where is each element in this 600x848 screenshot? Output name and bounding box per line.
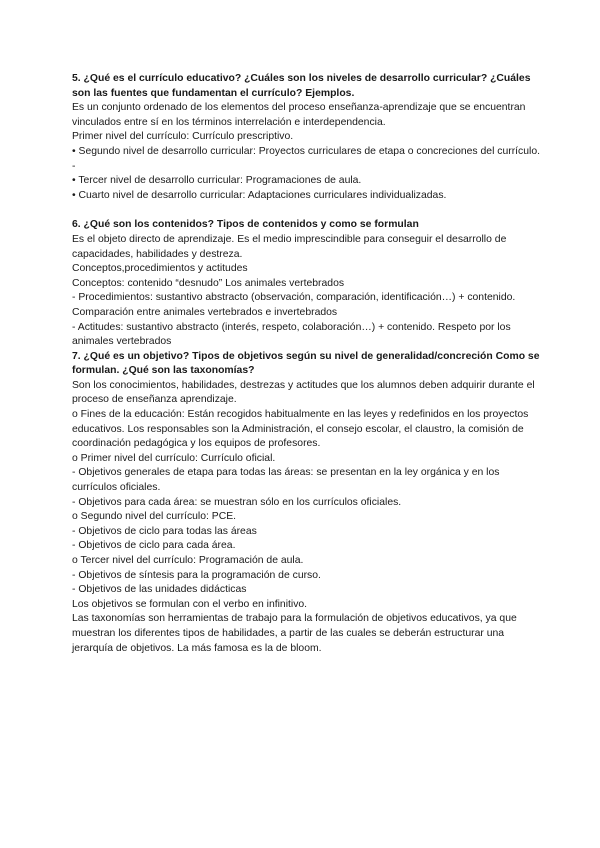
- list-item: o Primer nivel del currículo: Currículo oficial.: [72, 452, 276, 464]
- list-item: - Objetivos para cada área: se muestran sólo en los currículos oficiales.: [72, 496, 402, 508]
- paragraph: Es un conjunto ordenado de los elementos del proceso enseñanza-aprendizaje que se encuentran vinculados entre sí en los términos interrelación e interdependencia.: [72, 102, 526, 128]
- list-item: o Tercer nivel del currículo: Programación de aula.: [72, 555, 304, 566]
- list-item: - Actitudes: sustantivo abstracto (interés, respeto, colaboración…) + contenido. Respeto por los animales vertebrados: [72, 321, 511, 348]
- list-item: • Cuarto nivel de desarrollo curricular: Adaptaciones curriculares individualizadas.: [72, 189, 447, 201]
- document-body: [72, 72, 542, 656]
- paragraph: Primer nivel del currículo: Currículo prescriptivo.: [72, 131, 294, 143]
- list-item: - Objetivos de las unidades didácticas: [72, 584, 247, 596]
- paragraph: Conceptos: contenido “desnudo” Los animales vertebrados: [72, 277, 345, 289]
- paragraph: Son los conocimientos, habilidades, destrezas y actitudes que los alumnos deben adquirir durante el proceso de enseñanza aprendizaje.: [72, 379, 535, 406]
- section-heading: 7. ¿Qué es un objetivo? Tipos de objetivos según su nivel de generalidad/concreción Como se formulan. ¿Qué son las taxonomías?: [72, 350, 540, 377]
- section-heading: 6. ¿Qué son los contenidos? Tipos de contenidos y como se formulan: [72, 219, 419, 231]
- list-item: - Objetivos generales de etapa para todas las áreas: se presentan en la ley orgánica y en los currículos oficiales.: [72, 467, 500, 494]
- list-item: o Fines de la educación: Están recogidos habitualmente en las leyes y redefinidos en los proyectos educativos. Los responsables son la Administración, el consejo escolar, el claustro, la comisión de coordinación pedagógica y los equipos de profesores.: [72, 409, 529, 450]
- list-item: - Objetivos de síntesis para la programación de curso.: [72, 569, 321, 581]
- list-item: - Procedimientos: sustantivo abstracto (observación, comparación, identificación…) + contenido. Comparación entre animales vertebrados e invertebrados: [72, 292, 516, 318]
- paragraph: Las taxonomías son herramientas de trabajo para la formulación de objetivos educativos, ya que muestran los diferentes tipos de habilidades, a partir de las cuales se deberán estructurar una jerarquía de objetivos. La más famosa es la de bloom.: [72, 613, 517, 654]
- list-item: • Segundo nivel de desarrollo curricular: Proyectos curriculares de etapa o concreciones del currículo. -: [72, 145, 540, 172]
- list-item: - Objetivos de ciclo para todas las áreas: [72, 525, 257, 537]
- paragraph: Conceptos,procedimientos y actitudes: [72, 263, 248, 275]
- list-item: o Segundo nivel del currículo: PCE.: [72, 511, 237, 523]
- list-item: • Tercer nivel de desarrollo curricular: Programaciones de aula.: [72, 175, 362, 187]
- paragraph: Los objetivos se formulan con el verbo en infinitivo.: [72, 598, 308, 610]
- list-item: - Objetivos de ciclo para cada área.: [72, 540, 236, 552]
- paragraph: Es el objeto directo de aprendizaje. Es el medio imprescindible para conseguir el desarrollo de capacidades, habilidades y destreza.: [72, 233, 507, 260]
- section-heading: 5. ¿Qué es el currículo educativo? ¿Cuáles son los niveles de desarrollo curricular? ¿Cuáles son las fuentes que fundamentan el currículo? Ejemplos.: [72, 73, 531, 99]
